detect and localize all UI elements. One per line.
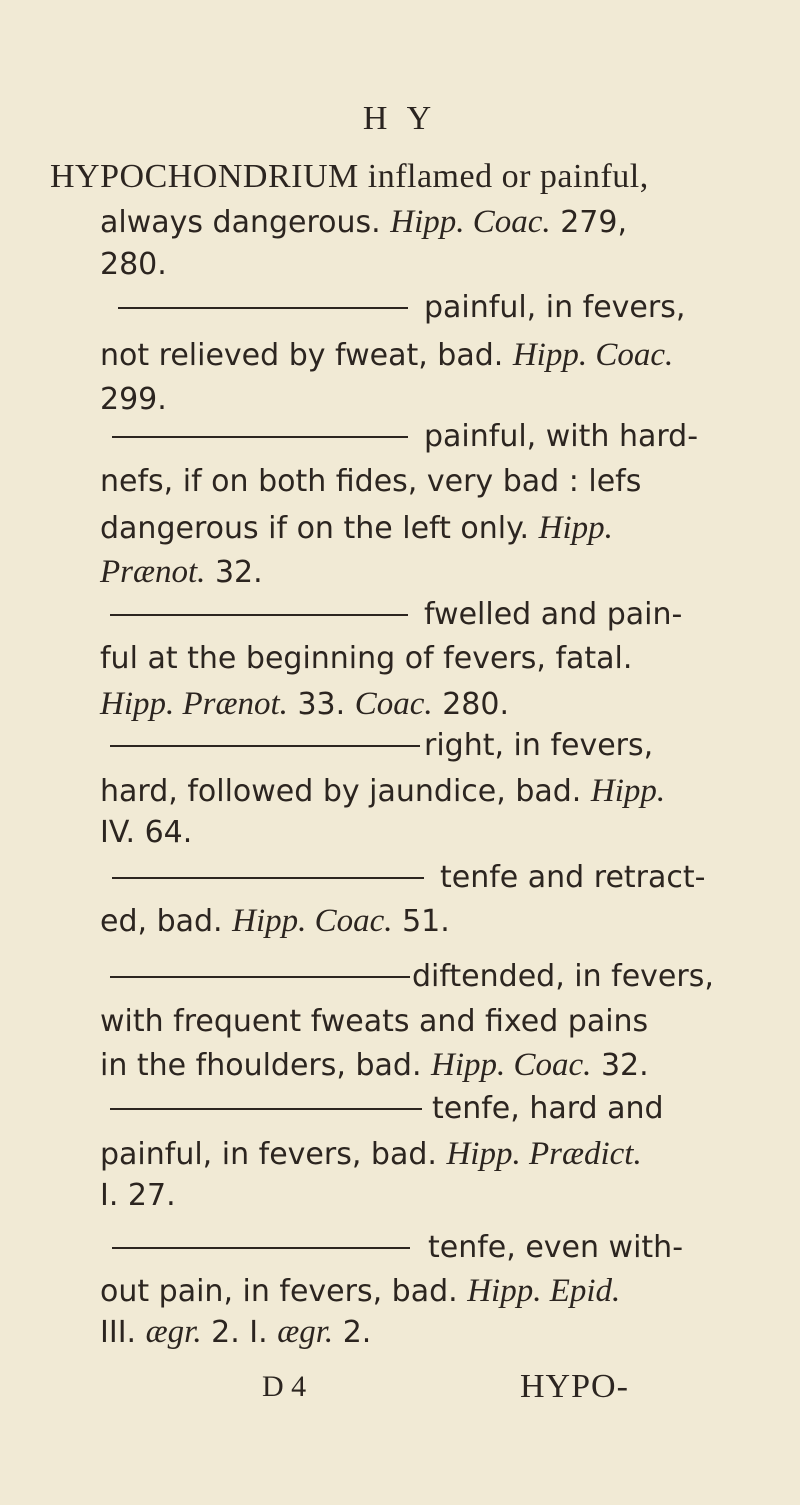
entry-1-line-1 [50,160,649,194]
entry-text: 280. [432,687,509,722]
entry-1-line-2 [100,206,627,239]
citation: Hipp. Coac. [431,1047,592,1083]
entry-3-line-2 [100,512,613,545]
entry-9-line-2 [100,1316,371,1349]
entry-6-line-1 [100,905,450,938]
entry-text: ful at the beginning of fevers, fatal. [100,641,633,676]
citation: Prænot. [100,554,206,590]
entry-text: inflamed or painful, [358,158,649,195]
entry-text: always dangerous. [100,205,391,240]
entry-text: not relieved by fweat, bad. [100,338,513,373]
ditto-rule [112,877,424,879]
entry-text: 299. [100,382,167,417]
citation: Hipp. [590,773,666,809]
running-head: H Y [362,100,438,137]
entry-text: ed, bad. [100,904,233,939]
entry-text: 32. [205,555,263,590]
entry-4-lead: fwelled and pain- [424,597,683,632]
citation: ægr. [277,1314,334,1350]
entry-text: 32. [591,1048,649,1083]
entry-8-line-2 [100,1178,176,1213]
entry-4-line-2 [100,688,509,721]
entry-text: 280. [100,247,167,282]
entry-8-lead: tenfe, hard and [432,1091,664,1126]
entry-2-line-1 [100,339,673,372]
entry-4-line-1 [100,641,633,676]
entry-5-line-1 [100,775,665,808]
entry-text: 2. I. [201,1315,278,1350]
entry-9-line-1 [100,1275,620,1308]
citation: Hipp. Prænot. [100,686,288,722]
entry-7-lead: diftended, in fevers, [412,959,714,994]
entry-text: 51. [392,904,450,939]
entry-9-lead: tenfe, even with- [428,1230,684,1265]
entry-text: in the fhoulders, bad. [100,1048,432,1083]
entry-2-lead: painful, in fevers, [424,290,686,325]
ditto-rule [118,307,408,309]
ditto-rule [112,1247,410,1249]
entry-text: with frequent fweats and fixed pains [100,1004,649,1039]
entry-text: nefs, if on both fides, very bad : lefs [100,464,642,499]
ditto-rule [110,614,408,616]
entry-text: I. 27. [100,1178,176,1213]
citation: Coac. [354,686,433,722]
citation: ægr. [145,1314,202,1350]
entry-3-line-1 [100,464,642,499]
entry-text: hard, followed by jaundice, bad. [100,774,591,809]
citation: Hipp. Coac. [512,337,674,373]
entry-7-line-1 [100,1004,649,1039]
entry-text: 33. [287,687,355,722]
citation: Hipp. [538,510,613,546]
catchword: HYPO- [520,1368,629,1405]
ditto-rule [110,745,420,747]
headword: HYPOCHONDRIUM [50,158,359,195]
citation: Hipp. Epid. [467,1273,621,1309]
entry-3-line-3 [100,556,263,589]
ditto-rule [112,436,408,438]
entry-text: 279, [550,205,628,240]
entry-text: dangerous if on the left only. [100,511,539,546]
entry-1-line-3 [100,247,167,282]
entry-7-line-2 [100,1049,649,1082]
ditto-rule [110,1108,422,1110]
entry-text: IV. 64. [100,815,193,850]
entry-8-line-1 [100,1138,642,1171]
citation: Hipp. Coac. [232,903,393,939]
entry-text: III. [100,1315,146,1350]
entry-5-lead: right, in fevers, [424,728,654,763]
entry-text: out pain, in fevers, bad. [100,1274,468,1309]
entry-text: 2. [333,1315,372,1350]
citation: Hipp. Prædict. [446,1136,642,1172]
entry-text: painful, in fevers, bad. [100,1137,447,1172]
signature-mark: D 4 [262,1370,307,1403]
ditto-rule [110,976,410,978]
citation: Hipp. Coac. [390,204,551,240]
entry-2-line-2 [100,382,167,417]
entry-3-lead: painful, with hard- [424,419,699,454]
entry-6-lead: tenfe and retract- [440,860,706,895]
entry-5-line-2 [100,815,193,850]
